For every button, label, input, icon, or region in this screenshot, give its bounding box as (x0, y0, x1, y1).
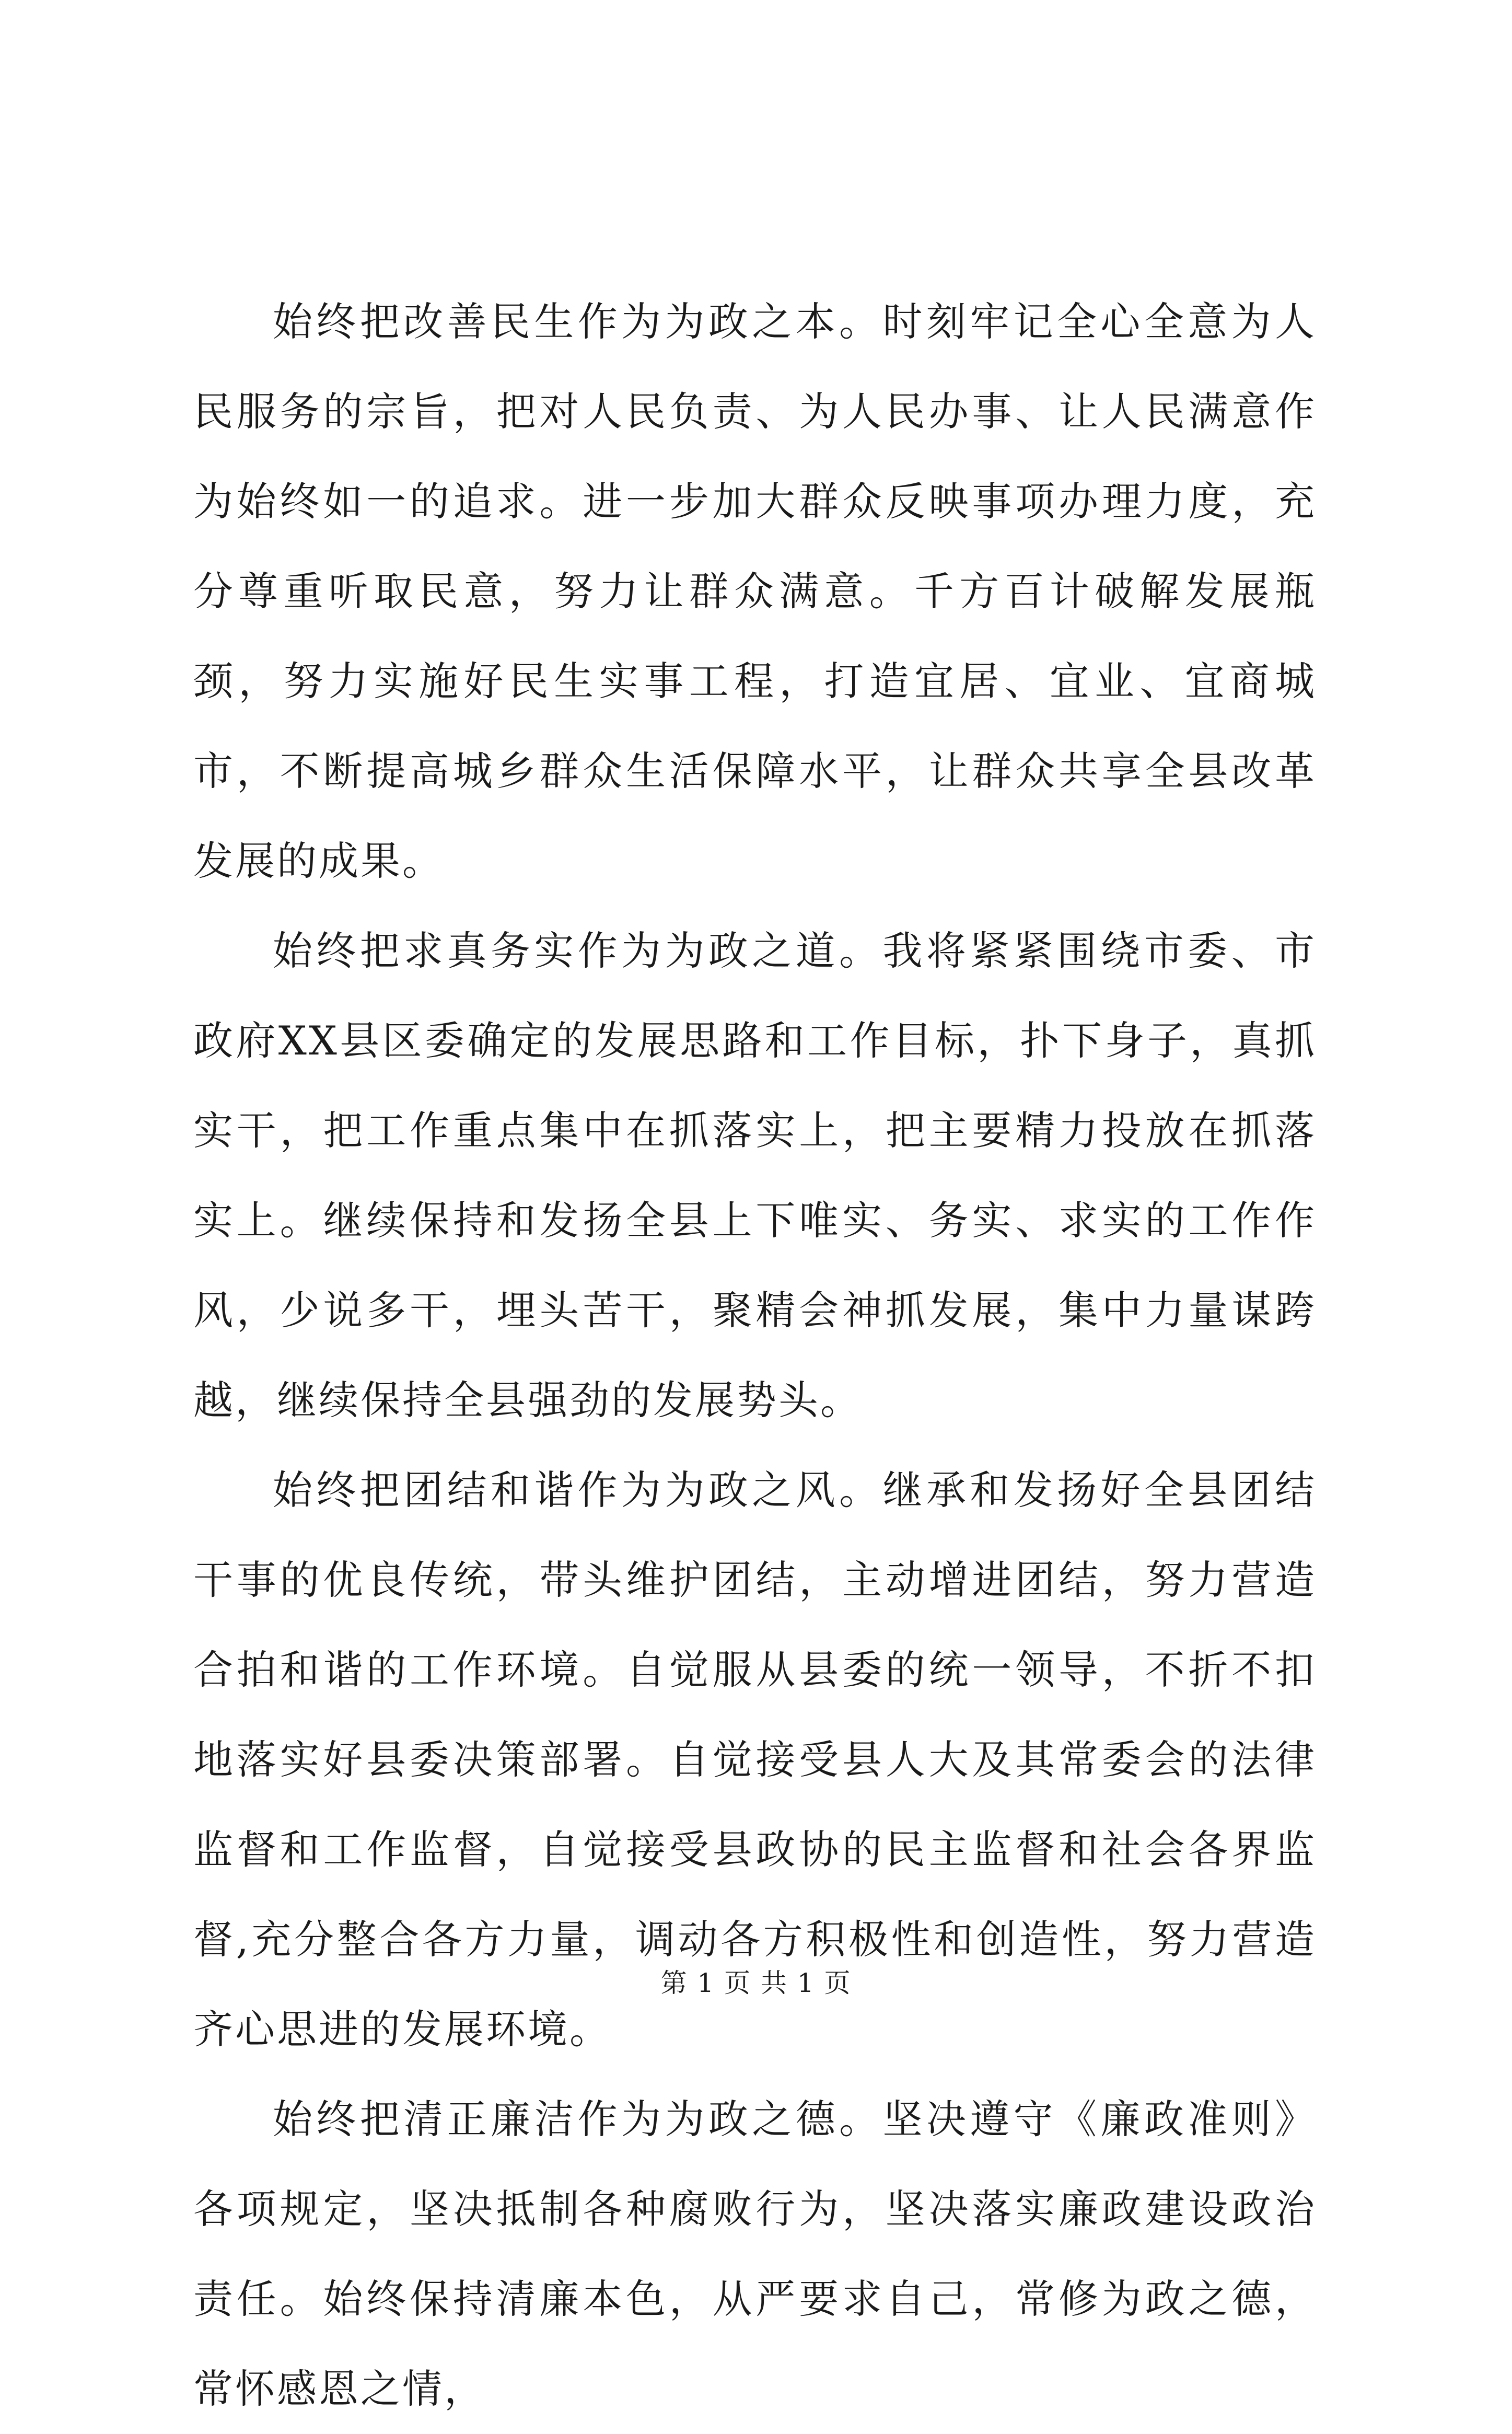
paragraph-livelihood: 始终把改善民生作为为政之本。时刻牢记全心全意为人民服务的宗旨，把对人民负责、为人民办事、让人民满意作为始终如一的追求。进一步加大群众反映事项办理力度，充分尊重听取民意，努力让群众满意。千方百计破解发展瓶颈，努力实施好民生实事工程，打造宜居、宜业、宜商城市，不断提高城乡群众生活保障水平，让群众共享全县改革发展的成果。 (193, 298, 1317, 884)
page-number-footer: 第 1 页 共 1 页 (660, 1968, 852, 1998)
paragraph-integrity: 始终把清正廉洁作为为政之德。坚决遵守《廉政准则》各项规定，坚决抵制各种腐败行为，坚决落实廉政建设政治责任。始终保持清廉本色，从严要求自己，常修为政之德，常怀感恩之情， (193, 2096, 1317, 2412)
paragraph-pragmatism: 始终把求真务实作为为政之道。我将紧紧围绕市委、市政府XX县区委确定的发展思路和工作目标，扑下身子，真抓实干，把工作重点集中在抓落实上，把主要精力投放在抓落实上。继续保持和发扬全县上下唯实、务实、求实的工作作风，少说多干，埋头苦干，聚精会神抓发展，集中力量谋跨越，继续保持全县强劲的发展势头。 (193, 928, 1317, 1423)
document-body (193, 277, 1317, 2434)
paragraph-unity: 始终把团结和谐作为为政之风。继承和发扬好全县团结干事的优良传统，带头维护团结，主动增进团结，努力营造合拍和谐的工作环境。自觉服从县委的统一领导，不折不扣地落实好县委决策部署。自觉接受县人大及其常委会的法律监督和工作监督，自觉接受县政协的民主监督和社会各界监督,充分整合各方力量，调动各方积极性和创造性，努力营造齐心思进的发展环境。 (193, 1467, 1317, 2053)
